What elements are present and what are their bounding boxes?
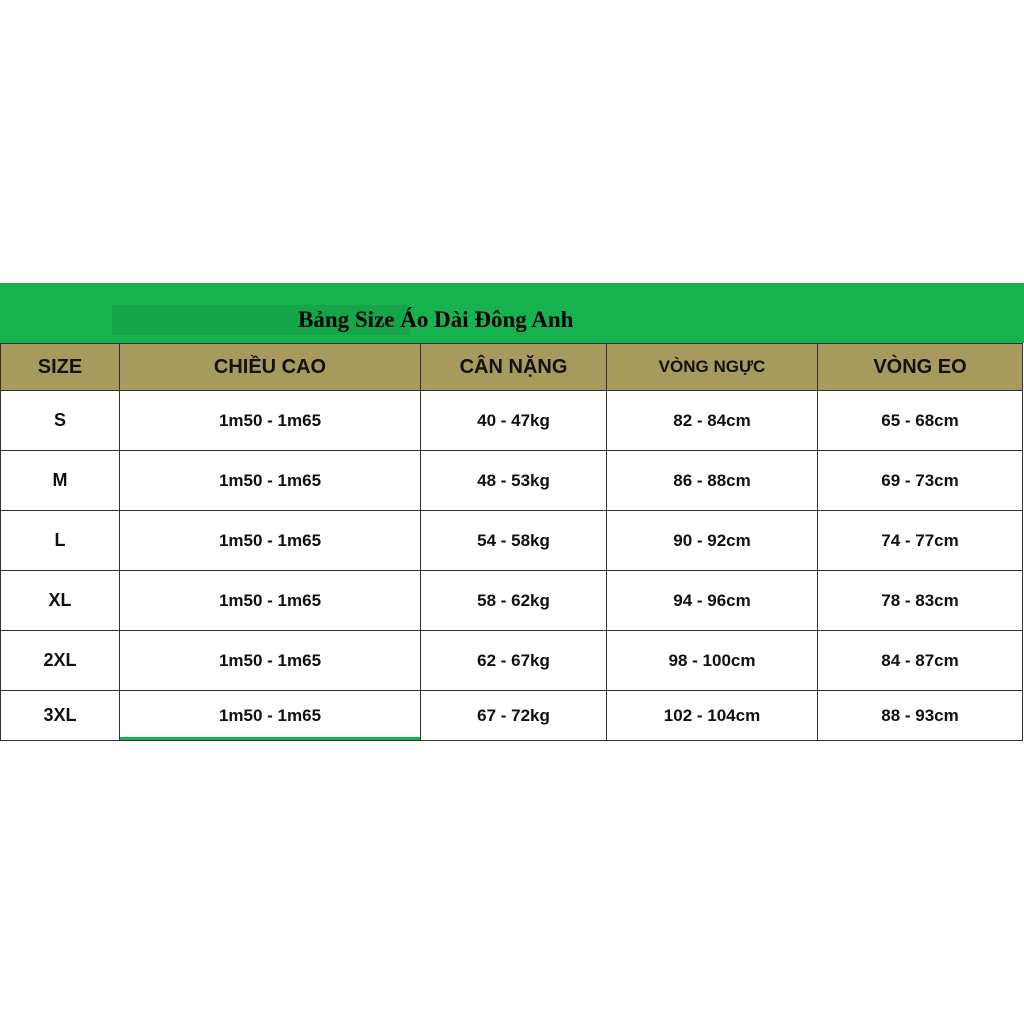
size-table <box>0 343 1023 741</box>
table-header-row <box>1 344 1023 391</box>
green-underline-accent <box>120 737 420 740</box>
cell-weight: 54 - 58kg <box>421 511 607 571</box>
table-row <box>1 631 1023 691</box>
table-row <box>1 571 1023 631</box>
header-height: CHIỀU CAO <box>120 344 421 391</box>
cell-bust: 82 - 84cm <box>607 391 818 451</box>
cell-weight: 48 - 53kg <box>421 451 607 511</box>
table-row <box>1 451 1023 511</box>
cell-waist: 78 - 83cm <box>818 571 1023 631</box>
cell-size: M <box>1 451 120 511</box>
cell-weight: 58 - 62kg <box>421 571 607 631</box>
cell-waist: 74 - 77cm <box>818 511 1023 571</box>
cell-height: 1m50 - 1m65 <box>120 391 421 451</box>
cell-bust: 94 - 96cm <box>607 571 818 631</box>
cell-size: 2XL <box>1 631 120 691</box>
cell-waist: 69 - 73cm <box>818 451 1023 511</box>
cell-bust: 90 - 92cm <box>607 511 818 571</box>
cell-weight: 40 - 47kg <box>421 391 607 451</box>
header-size: SIZE <box>1 344 120 391</box>
cell-height: 1m50 - 1m65 <box>120 631 421 691</box>
cell-bust: 98 - 100cm <box>607 631 818 691</box>
cell-height: 1m50 - 1m65 <box>120 451 421 511</box>
cell-waist: 65 - 68cm <box>818 391 1023 451</box>
cell-weight: 62 - 67kg <box>421 631 607 691</box>
cell-bust: 86 - 88cm <box>607 451 818 511</box>
header-weight: CÂN NẶNG <box>421 344 607 391</box>
table-row <box>1 511 1023 571</box>
cell-waist: 84 - 87cm <box>818 631 1023 691</box>
table-row <box>1 391 1023 451</box>
cell-weight: 67 - 72kg <box>421 691 607 741</box>
cell-height: 1m50 - 1m65 <box>120 571 421 631</box>
cell-height: 1m50 - 1m65 <box>120 691 421 741</box>
cell-size: L <box>1 511 120 571</box>
table-row <box>1 691 1023 741</box>
size-chart-title: Bảng Size Áo Dài Đông Anh <box>298 307 574 332</box>
cell-waist: 88 - 93cm <box>818 691 1023 741</box>
header-bust: VÒNG NGỰC <box>607 344 818 391</box>
header-waist: VÒNG EO <box>818 344 1023 391</box>
cell-height: 1m50 - 1m65 <box>120 511 421 571</box>
cell-size: XL <box>1 571 120 631</box>
cell-size: S <box>1 391 120 451</box>
cell-size: 3XL <box>1 691 120 741</box>
title-band <box>0 283 1024 343</box>
cell-bust: 102 - 104cm <box>607 691 818 741</box>
